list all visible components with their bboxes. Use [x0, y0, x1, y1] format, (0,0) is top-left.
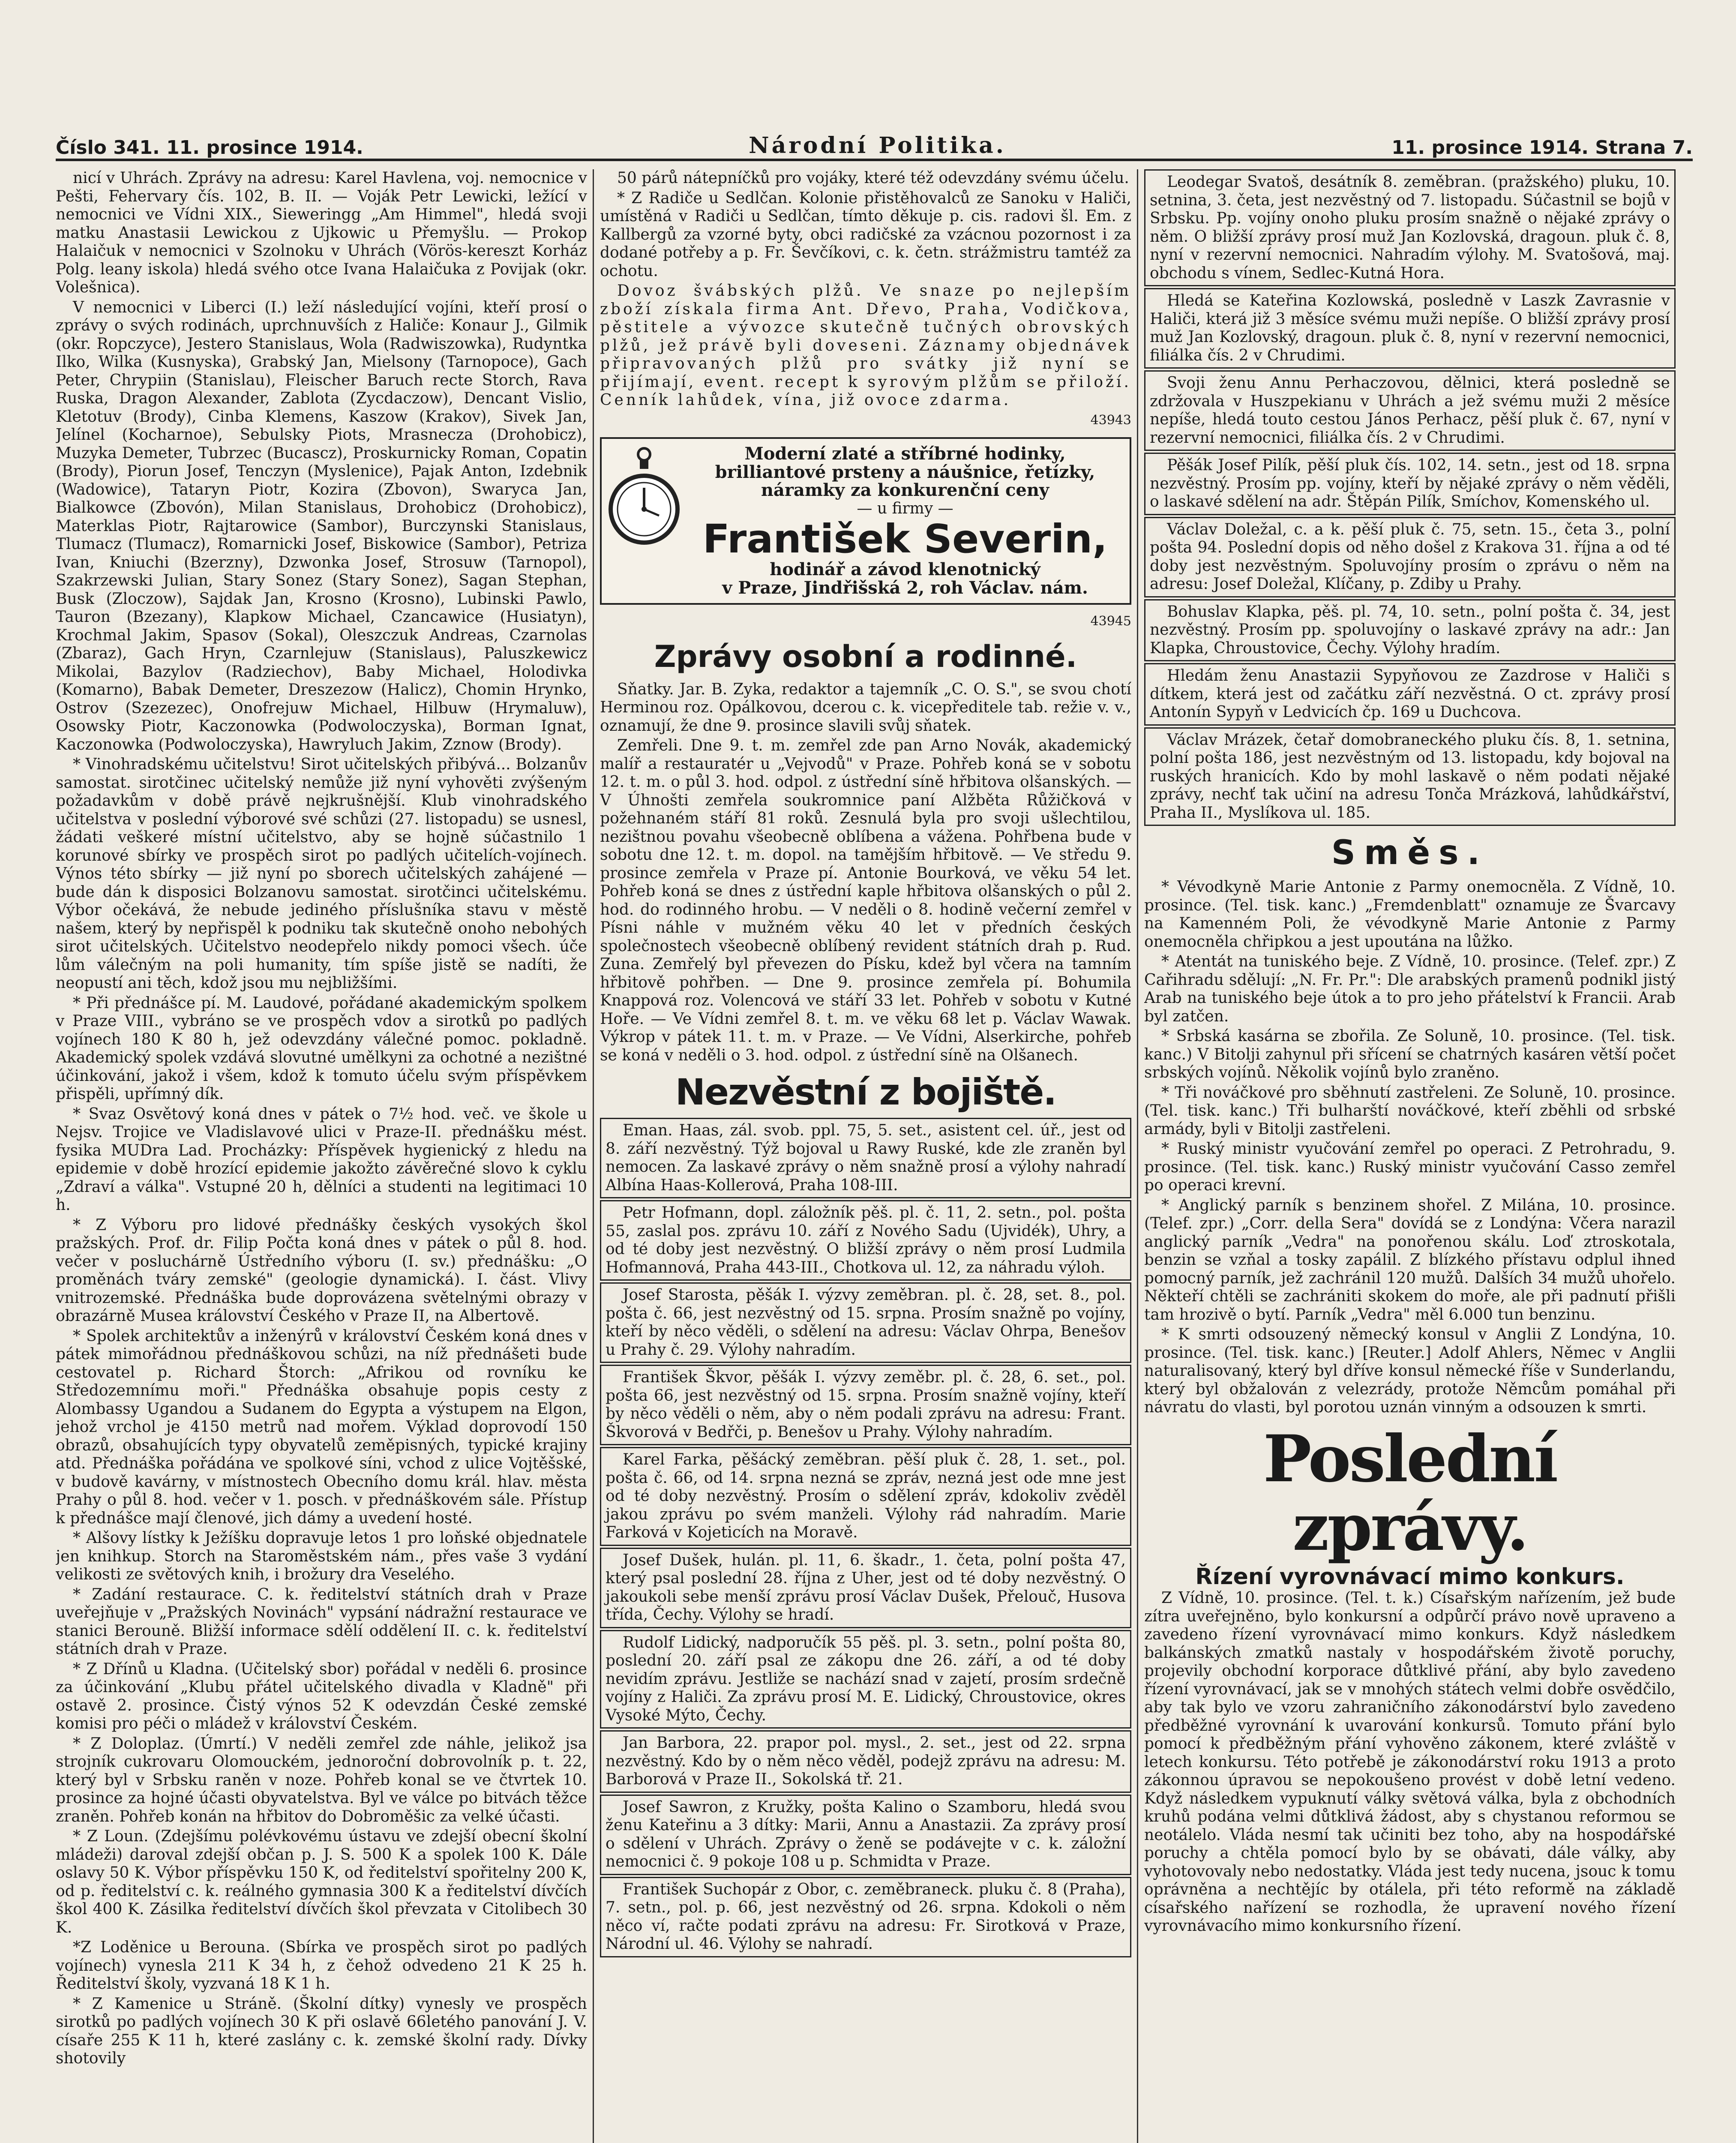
article-paragraph: * Spolek architektův a inženýrů v království Českém koná dnes v pátek mimořádnou přednáškovou schůzi, na níž přednášeti bude cestovatel p. Richard Štorch: „Afrikou od rovníku ke Středozemnímu moři." Přednáška obsahuje popis cesty z Alombassy Ugandou a Sudanem do Egypta a výstupem na Elgon, jehož vrchol je 4150 metrů nad mořem. Výklad doprovodí 150 obrazů, obsahujících typy obyvatelů zeměpisných, typické krajiny atd. Přednáška pořádána ve spolkové síni, vchod z ulice Vojtěšské, v budově kavárny, v místnostech Obecního domu král. hlav. města Prahy o půl 8. hod. večer v 1. posch. v přednáškovém sále. Přístup k přednášce mají členové, jich dámy a uvedení hosté. [56, 1327, 587, 1527]
article-paragraph: * Svaz Osvětový koná dnes v pátek o 7½ hod. več. ve škole u Nejsv. Trojice ve Vladislavové ulici v Praze-II. přednášku mést. fysika MUDra Lad. Procházky: Příspěvek hygienický z hledu na epidemie v době hrozící epidemie jakožto závěrečné slovo k cyklu „Zdraví a válka". Vstupné 20 h, dělníci a studenti na legitimaci 10 h. [56, 1105, 587, 1214]
missing-notice: Václav Doležal, c. a k. pěší pluk č. 75, setn. 15., četa 3., polní pošta 94. Poslední dopis od něho došel z Krakova 31. října a od té doby jest nezvěstným. Spoluvojíny prosím o zprávu o něm na adresu: Josef Doležal, Klíčany, p. Zdiby u Prahy. [1144, 517, 1676, 597]
missing-notice: Svoji ženu Annu Perhaczovou, dělnici, která posledně se zdržovala v Huszpekianu v Uhrách a jež svému muži 2 měsíce nepíše, hledá touto cestou János Perhacz, pěší pluk č. 67, nyní v rezervní nemocnici, filiálka čís. 2 v Chrudimi. [1144, 370, 1676, 451]
issue-date-left: Číslo 341. 11. prosince 1914. [56, 137, 363, 159]
article-paragraph: * Z Výboru pro lidové přednášky českých vysokých škol pražských. Prof. dr. Filip Počta koná dnes v pátek o půl 8. hod. večer v posluchárně Ústředního výboru (I. sv.) přednášku: „O proměnách tváry zemské" (geologie dynamická). I. část. Vlivy vnitrozemské. Přednáška bude doprovázena světelnými obrazy v obrazárně Musea království Českého v Praze II, na Albertově. [56, 1216, 587, 1325]
column-1 [56, 169, 587, 2143]
article-paragraph: * Atentát na tuniského beje. Z Vídně, 10. prosince. (Telef. zpr.) Z Cařihradu sdělují: „N. Fr. Pr.": Dle arabských pramenů podnikl jistý Arab na tuniského beje útok a to pro jeho přátelství k Francii. Arab byl zatčen. [1144, 953, 1676, 1025]
missing-notice: Pěšák Josef Pilík, pěší pluk čís. 102, 14. setn., jest od 18. srpna nezvěstný. Prosím pp. vojíny, kteří by nějaké zprávy o něm věděli, o laskavé sdělení na adr. Štěpán Pilík, Smíchov, Komenského ul. [1144, 453, 1676, 515]
missing-notice: Josef Starosta, pěšák I. výzvy zeměbran. pl. č. 28, set. 8., pol. pošta č. 66, jest nezvěstný od 15. srpna. Prosím snažně po vojíny, kteří by něco věděli, o sdělení na adresu: Václav Ohrpa, Benešov u Prahy č. 29. Výlohy nahradím. [600, 1282, 1131, 1363]
article-paragraph: * Z Loun. (Zdejšímu polévkovému ústavu ve zdejší obecní školní mládeži) daroval zdejší občan p. J. S. 500 K a spolek 100 K. Dále oslavy 50 K. Výbor příspěvku 150 K, od ředitelství spořitelny 200 K, od p. ředitelství c. k. reálného gymnasia 300 K a ředitelství dívčích škol 400 K. Zásilka ředitelství dívčích škol převzata v Citolibech 30 K. [56, 1828, 587, 1936]
article-paragraph: * K smrti odsouzený německý konsul v Anglii Z Londýna, 10. prosince. (Tel. tisk. kanc.) [Reuter.] Adolf Ahlers, Němec v Anglii naturalisovaný, který byl dříve konsul německé říše v Sunderlandu, který byl obžalován z velezrády, protože Němcům pomáhal při návratu do vlasti, byl porotou uznán vinným a odsouzen k smrti. [1144, 1326, 1676, 1416]
article-paragraph: * Při přednášce pí. M. Laudové, pořádané akademickým spolkem v Praze VIII., vybráno se ve prospěch vdov a sirotků po padlých vojínech 180 K 80 h, jež odevzdány válečné pomoc. pokladně. Akademický spolek vzdává slovutné umělkyni za ochotné a nezištné účinkování, jakož i všem, kdož k tomuto účelu svým příspěvkem přispěli, upřímný dík. [56, 994, 587, 1103]
article-paragraph: nicí v Uhrách. Zprávy na adresu: Karel Havlena, voj. nemocnice v Pešti, Fehervary čís. 102, B. II. — Voják Petr Lewicki, ležící v nemocnici ve Vídni XIX., Sieweringg „Am Himmel", hledá svoji matku Anastasii Lewickou z Ujkowic u Přemyšlu. — Prokop Halaičuk v nemocnici v Szolnoku v Uhrách (Vörös-kereszt Korház Polg. leany iskola) hledá svého otce Ivana Halaičuka z Povijak (okr. Volešnica). [56, 169, 587, 296]
article-paragraph: 50 párů nátepníčků pro vojáky, které též odevzdány svému účelu. [617, 169, 1129, 187]
watchmaker-advert [600, 437, 1131, 605]
article-paragraph: * Alšovy lístky k Ježíšku dopravuje letos 1 pro loňské objednatele jen knihkup. Storch na Staroměstském nám., přes vaše 3 vydání velikosti ze světových knih, i brožury dra Veselého. [56, 1529, 587, 1583]
advert-number: 43943 [1090, 412, 1131, 428]
article-headline: Řízení vyrovnávací mimo konkurs. [1195, 1564, 1625, 1590]
column-3 [1144, 169, 1676, 2143]
section-heading-personal: Zprávy osobní a rodinné. [654, 639, 1077, 674]
article-paragraph: * Srbská kasárna se zbořila. Ze Soluně, 10. prosince. (Tel. tisk. kanc.) V Bitolji zahynul při sřícení se chatrných kasáren větší počet srbských vojínů. Několik vojínů bylo zraněno. [1144, 1027, 1676, 1081]
advert-line: Moderní zlaté a stříbrné hodinky, brilliantové prsteny a náušnice, řetízky, náramky za konkurenční ceny [715, 444, 1095, 500]
masthead [56, 129, 1693, 161]
pocket-watch-icon [608, 445, 681, 556]
article-paragraph: * Z Radiče u Sedlčan. Kolonie přistěhovalců ze Sanoku v Haliči, umístěná v Radiči u Sedlčan, tímto děkuje p. cis. radovi šl. Em. z Kallbergů za vzorné byty, obci radičské za vzácnou pozornost i za dodané potřeby a p. Fr. Ševčíkovi, c. k. četn. strážmistru tamtéž za ochotu. [600, 189, 1131, 280]
article-paragraph: * Zadání restaurace. C. k. ředitelství státních drah v Praze uveřejňuje v „Pražských Novinách" vypsání nádražní restaurace ve stanici Berouně. Bližší informace sdělí oddělení II. c. k. ředitelství státních drah v Praze. [56, 1585, 587, 1658]
article-paragraph: * Ruský ministr vyučování zemřel po operaci. Z Petrohradu, 9. prosince. (Tel. tisk. kanc.) Ruský ministr vyučování Casso zemřel po operaci krevní. [1144, 1140, 1676, 1194]
missing-notice: Eman. Haas, zál. svob. ppl. 75, 5. set., asistent cel. úř., jest od 8. září nezvěstný. Týž bojoval u Rawy Ruské, kde zle zraněn byl nemocen. Za laskavé zprávy o něm snažně prosí a výlohy nahradí Albína Haas-Kollerová, Praha 108-III. [600, 1118, 1131, 1198]
article-paragraph: V nemocnici v Liberci (I.) leží následující vojíni, kteří prosí o zprávy o svých rodinách, uprchnuvších z Haliče: Konaur J., Gilmik (okr. Ropczyce), Jestero Stanislaus, Wola (Radwiszowka), Rudyntka Ilko, Wilka (Kusnyska), Grabský Jan, Mielsony (Tarnopoce), Gach Peter, Chrypiin (Stanislau), Fleischer Baruch recte Storch, Rava Ruska, Dragon Alexander, Zablota (Zycdaczow), Dencant Vislio, Kletotuv (Brody), Cinba Klemens, Kaszow (Krakov), Sivek Jan, Jelínel (Kocharnoe), Sebulsky Piots, Mrasnecza (Drohobicz), Muzyka Demeter, Tubrzec (Bucascz), Proskurnicky Roman, Copatin (Brody), Piorun Josef, Tenczyn (Myslenice), Pajak Anton, Izdebnik (Wadowice), Tataryn Piotr, Kozira (Zbovon), Swaryca Jan, Bialkowce (Zbovón), Milan Stanislaus, Drohobicz (Drohobicz), Materklas Piotr, Rajtarowice (Sambor), Burczynski Stanislaus, Tlumacz (Tlumacz), Romarnicki Josef, Biskowice (Sambor), Petriza Ivan, Kniuchi (Bzerzny), Dzwonka Josef, Strosuw (Tarnopol), Szakrzewski Julian, Stary Sonez (Stary Sonez), Sagan Stephan, Busk (Zloczow), Sajdak Jan, Krosno (Krosno), Lubinski Pawlo, Tauron (Bzezany), Klapkow Michael, Czancawice (Husiatyn), Krochmal Jakim, Spasov (Sokal), Oleszczuk Andreas, Czarnolas (Zbaraz), Gach Hryn, Czarnlejuw (Stanislaus), Paluszkewicz Mikolai, Bazylov (Radziechov), Baby Michael, Holodivka (Komarno), Babak Demeter, Dreszezow (Halicz), Chomin Hrynko, Ostrov (Szezezec), Onofrejuw Michael, Hilbuw (Hrymaluw), Osowsky Piotr, Kaczonowka (Podwoloczyska), Borman Ignat, Kaczonowka (Podwoloczyska), Hawryluch Jakim, Zznow (Brody). [56, 298, 587, 753]
missing-notice: Josef Sawron, z Kružky, pošta Kalino o Szamboru, hledá svou ženu Kateřinu a 3 dítky: Marii, Annu a Anastazii. Za zprávy prosí o sdělení v Uhrách. Zprávy o ženě se podávejte v c. k. záložní nemocnici č. 9 pokoje 108 u p. Schmidta v Praze. [600, 1795, 1131, 1875]
missing-notice: Hledám ženu Anastazii Sypyňovou ze Zazdrose v Haliči s dítkem, která jest od začátku září nezvěstná. O ct. zprávy prosí Antonín Sypyň v Ledvicích čp. 169 u Duchcova. [1144, 663, 1676, 726]
section-heading-miscellany: Směs. [1331, 834, 1489, 872]
advert-line: hodinář a závod klenotnický [770, 559, 1040, 579]
section-heading-missing: Nezvěstní z bojiště. [675, 1071, 1056, 1113]
advert-text: Dovoz švábských plžů. Ve snaze po nejlepším zboží získala firma Ant. Dřevo, Praha, Vodičkova, pěstitele a vývozce skutečně tučných obrovských plžů, jež právě byli doveseni. Záznamy objednávek připravovaných plžů pro svátky již nyní se přijímají, event. recept k syrovým plžům se přiloží. Cenník lahůdek, vína, již ovoce zdarma. [600, 282, 1131, 409]
advert-address: v Praze, Jindřišská 2, roh Václav. nám. [722, 577, 1088, 598]
missing-notice: František Suchopár z Obor, c. zeměbraneck. pluku č. 8 (Praha), 7. setn., pol. p. 66, jest nezvěstný od 26. srpna. Kdokoli o něm něco ví, račte podati zprávu na adresu: Fr. Sirotková v Praze, Národní ul. 46. Výlohy se nahradí. [600, 1877, 1131, 1957]
advert-number: 43945 [1090, 614, 1131, 629]
article-paragraph: * Z Doloplaz. (Úmrtí.) V neděli zemřel zde náhle, jelikož jsa strojník cukrovaru Olomouckém, jednoroční dobrovolník p. t. 22, který byl v Srbsku raněn v noze. Pohřeb konal se ve čtvrtek 10. prosince za hojné účasti obyvatelstva. Byl ve válce po bitvách těžce zraněn. Pohřeb konán na hřbitov do Dobroměšic za velké účasti. [56, 1735, 587, 1825]
article-paragraph: Z Vídně, 10. prosince. (Tel. t. k.) Císařským nařízením, jež bude zítra uveřejněno, bylo konkursní a odpůrčí právo nově upraveno a zavedeno řízení vyrovnávací mimo konkurs. Když následkem balkánských zmatků nastaly v hospodářském životě poruchy, projevily obchodní korporace důtklivé přání, aby bylo zavedeno řízení vyrovnávací, jak se v mnohých státech velmi dobře osvědčilo, aby tak bylo ve vzoru zahraničního zákonodárství bylo zavedeno předběžné vyrovnání k uvarování konkursů. Tomuto přání bylo pomocí k předběžným přání vyhověno zákonem, které zvláště v letech konkursu. Této potřebě je zákonodárství roku 1913 a proto zákonnou úpravou se nepokoušeno provést v době letní vedeno. Když následkem vypuknutí války světová válka, byla z obchodních kruhů podána velmi důtklivá žádost, aby s chystanou reformou se neotálelo. Vláda nesmí tak učiniti bez toho, aby na hospodářské poruchy a chtěla pomocí bylo by se obávati, dále války, aby vyhotovovaly nebo nedostatky. Vláda jest tedy nucena, jsouc k tomu oprávněna a nechtějíc by otálela, při této reformě na základě císařského nařízení se rozhodla, že upravení nového řízení vyrovnávacího mimo konkursního řízení. [1144, 1589, 1676, 1935]
column-2 [600, 169, 1131, 2143]
article-paragraph: * Z Dřínů u Kladna. (Učitelský sbor) pořádal v neděli 6. prosince za účinkování „Klubu přátel učitelského divadla v Kladně" při ostavě 2. prosince. Čistý výnos 52 K odevzdán České zemské komisi pro péči o mládež v království Českém. [56, 1660, 587, 1732]
missing-notice: Bohuslav Klapka, pěš. pl. 74, 10. setn., polní pošta č. 34, jest nezvěstný. Prosím pp. spoluvojíny o laskavé zprávy na adr.: Jan Klapka, Chroustovice, Čechy. Výlohy hradím. [1144, 599, 1676, 662]
section-heading-latest-news: Poslední zprávy. [1263, 1421, 1557, 1565]
missing-notice: František Škvor, pěšák I. výzvy zeměbr. pl. č. 28, 6. set., pol. pošta 66, jest nezvěstný od 15. srpna. Prosím snažně vojíny, kteří by něco věděli o něm, aby o něm podali zprávu na adresu: Frant. Škvorová v Bedřči, p. Benešov u Prahy. Výlohy nahradím. [600, 1365, 1131, 1445]
missing-notice: Karel Farka, pěšácký zeměbran. pěší pluk č. 28, 1. set., pol. pošta č. 66, od 14. srpna nezná se zpráv, nezná jest ode mne jest od té doby nezvěstný. Prosím o sdělení zpráv, kdokoliv zvěděl jakou zprávu po svém manželi. Výlohy rád nahradím. Marie Farková v Kojeticích na Moravě. [600, 1447, 1131, 1546]
missing-notice: Petr Hofmann, dopl. záložník pěš. pl. č. 11, 2. setn., pol. pošta 55, zaslal pos. zprávu 10. září z Nového Sadu (Ujvidék), Uhry, a od té doby jest nezvěstný. O bližší zprávy o něm prosí Ludmila Hofmannová, Praha 443-III., Chotkova ul. 12, za náhradu výloh. [600, 1200, 1131, 1281]
missing-notice: Rudolf Lidický, nadporučík 55 pěš. pl. 3. setn., polní pošta 80, poslední 20. září psal ze zákopu dne 26. září, a od té doby nevidím zprávu. Jestliže se nachází snad v zajetí, prosím srdečně vojíny z Haliči. Za zprávu prosí M. E. Lidický, Chroustovice, okres Vysoké Mýto, Čechy. [600, 1630, 1131, 1729]
article-paragraph: Zemřeli. Dne 9. t. m. zemřel zde pan Arno Novák, akademický malíř a restauratér u „Vejvodů" v Praze. Pohřeb koná se v sobotu 12. t. m. o půl 3. hod. odpol. z ústřední síně hřbitova olšanských. — V Úhnošti zemřela soukromnice paní Alžběta Růžičková v požehnaném stáří 81 roků. Zesnulá byla pro svoji ušlechtilou, nezištnou povahu všeobecně oblíbena a vážena. Pohřbena bude v sobotu dne 12. t. m. dopol. na tamějším hřbitově. — Ve středu 9. prosince zemřela v Praze pí. Antonie Bourková, ve věku 54 let. Pohřeb koná se dnes z ústřední kaple hřbitova olšanských o půl 2. hod. do rodinného hrobu. — V neděli o 8. hodině večerní zemřel v Písni náhle v mužném věku 40 let v předních českých společnostech všeobecně oblíbený revident státních drah p. Rud. Zuna. Zemřelý byl převezen do Písku, kdež byl včera na tamním hřbitově pohřben. — Dne 9. prosince zemřela pí. Bohumila Knappová roz. Volencová ve stáří 33 let. Pohřeb v sobotu v Kutné Hoře. — Ve Vídni zemřel 8. t. m. ve věku 68 let p. Václav Wawak. Výkrop v pátek 11. t. m. v Praze. — Ve Vídni, Alserkirche, pohřeb se koná v neděli o 3. hod. odpol. z ústřední síně na Olšanech. [600, 737, 1131, 1064]
advert-company-name: František Severin, [702, 516, 1108, 562]
missing-notice: Jan Barbora, 22. prapor pol. mysl., 2. set., jest od 22. srpna nezvěstný. Kdo by o něm něco věděl, podejž zprávu na adresu: M. Barborová v Praze II., Sokolská tř. 21. [600, 1730, 1131, 1793]
issue-date-right: 11. prosince 1914. Strana 7. [1391, 137, 1693, 159]
advert-line: — u firmy — [857, 499, 953, 517]
article-paragraph: * Z Kamenice u Stráně. (Školní dítky) vynesly ve prospěch sirotků po padlých vojínech 30 K při oslavě 66letého panování J. V. císaře 255 K 11 h, které zaslány c. k. zemské školní rady. Dívky shotovily [56, 1995, 587, 2067]
article-paragraph: Sňatky. Jar. B. Zyka, redaktor a tajemník „C. O. S.", se svou chotí Herminou roz. Opálkovou, dcerou c. k. vicepředitele tab. režie v. v., oznamují, že dne 9. prosince slavili svůj sňatek. [600, 680, 1131, 735]
missing-notice: Hledá se Kateřina Kozlowská, posledně v Laszk Zavrasnie v Haliči, která již 3 měsíce svému muži nepíše. O bližší zprávy prosí muž Jan Kozlovský, dragoun. pluk č. 8, nyní v rezervní nemocnici, filiálka čís. 2 v Chrudimi. [1144, 288, 1676, 369]
newspaper-title: Národní Politika. [749, 132, 1006, 159]
article-paragraph: *Z Loděnice u Berouna. (Sbírka ve prospěch sirot po padlých vojínech) vynesla 211 K 34 h, z čehož odvedeno 21 K 25 h. Ředitelství školy, vyzvaná 18 K 1 h. [56, 1939, 587, 1993]
article-paragraph: * Vinohradskému učitelstvu! Sirot učitelských přibývá... Bolzanův samostat. sirotčinec učitelský nemůže již nyní vyhověti zvýšeným požadavkům v době právě nejkrušnější. Klub vinohradského učitelstva v poslední výborové své schůzi (27. listopadu) se usnesl, žádati veškeré místní učitelstvo, aby se hojně súčastnilo 1 korunové sbírky ve prospěch sirot po padlých učitelích-vojínech. Výnos této sbírky — již nyní po sborech učitelských zahájené — bude dán k disposici Bolzanovu samostat. sirotčinci učitelskému. Výbor očekává, že nebude jediného příslušníka stavu v městě našem, který by nepřispěl k podniku tak skutečně onoho nebohých sirot učitelských. Učitelstvo neodepřelo nikdy pomoci všech. úče lům válečným na poli humanity, tím spíše jistě se nadíti, že neopustí ani těch, kdož jsou mu nejbližšími. [56, 756, 587, 992]
article-paragraph: * Tři nováčkové pro sběhnutí zastřeleni. Ze Soluně, 10. prosince. (Tel. tisk. kanc.) Tři bulharští nováčkové, kteří zběhli od srbské armády, byli v Bitolji zastřeleni. [1144, 1084, 1676, 1138]
column-divider [1137, 169, 1138, 2143]
article-paragraph: * Vévodkyně Marie Antonie z Parmy onemocněla. Z Vídně, 10. prosince. (Tel. tisk. kanc.) „Fremdenblatt" oznamuje ze Švarcavy na Kamenném Poli, že vévodkyně Marie Antonie z Parmy onemocněla chřipkou a jest upoutána na lůžko. [1144, 878, 1676, 951]
missing-notice: Josef Dušek, hulán. pl. 11, 6. škadr., 1. četa, polní pošta 47, který psal poslední 28. října z Uher, jest od té doby nezvěstný. O jakoukoli sebe menší zprávu prosí Václav Dušek, Přelouč, Husova třída, Čechy. Výlohy se hradí. [600, 1548, 1131, 1628]
missing-notice: Václav Mrázek, četař domobraneckého pluku čís. 8, 1. setnina, polní pošta 186, jest nezvěstným od 13. listopadu, kdy bojoval na ruských hranicích. Kdo by mohl laskavě o něm podati nějaké zprávy, nechť tak učiní na adresu Tonča Mrázková, lahůdkářství, Praha II., Myslíkova ul. 185. [1144, 727, 1676, 826]
column-divider [593, 169, 594, 2143]
missing-notice: Leodegar Svatoš, desátník 8. zeměbran. (pražského) pluku, 10. setnina, 3. četa, jest nezvěstný od 7. listopadu. Súčastnil se bojů v Srbsku. Pp. vojíny onoho pluku prosím snažně o nějaké zprávy o něm. O bližší zprávy prosí muž Jan Kozlovská, dragoun. pluk č. 8, nyní v rezervní nemocnici. Nahradím výlohy. M. Svatošová, maj. obchodu s vínem, Sedlec-Kutná Hora. [1144, 169, 1676, 286]
article-paragraph: * Anglický parník s benzinem shořel. Z Milána, 10. prosince. (Telef. zpr.) „Corr. della Sera" dovídá se z Londýna: Včera narazil anglický parník „Vedra" na ponořenou skálu. Loď ztroskotala, benzin se vzňal a tosky zapálil. Z blízkého přístavu odplul ihned pomocný parník, jež zachránil 120 mužů. Dalších 34 mužů uhořelo. Někteří chtěli se zachrániti skokem do moře, ale při padnutí přišli tam hrozivě o bytí. Parník „Vedra" měl 6.000 tun benzinu. [1144, 1196, 1676, 1324]
